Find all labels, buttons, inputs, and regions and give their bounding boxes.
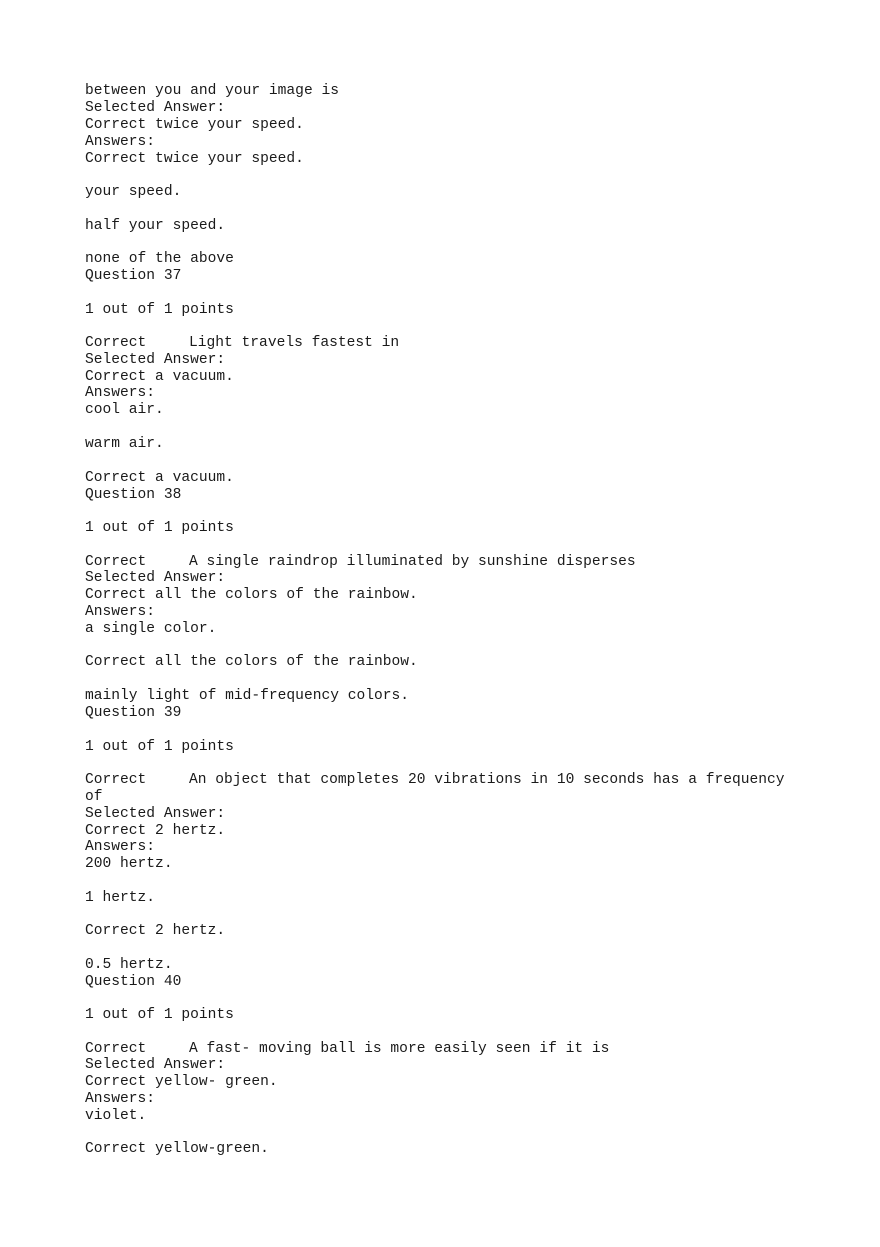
question-prompt: An object that completes 20 vibrations in 10 seconds has a frequency [189, 772, 785, 788]
question-title: Question 40 [85, 974, 182, 990]
answer-option: 1 hertz. [85, 890, 156, 906]
question-prompt-line [85, 772, 785, 789]
answer-option: cool air. [85, 402, 164, 418]
answers-label: Answers: [85, 1091, 156, 1107]
selected-answer: Correct twice your speed. [85, 117, 304, 133]
question-title: Question 37 [85, 268, 182, 284]
question-prompt-continued: of [85, 789, 103, 805]
selected-answer: Correct 2 hertz. [85, 823, 226, 839]
answer-option: Correct 2 hertz. [85, 923, 226, 939]
answer-option: 0.5 hertz. [85, 957, 173, 973]
selected-answer-label: Selected Answer: [85, 1057, 226, 1073]
status-label: Correct [85, 554, 147, 570]
answers-label: Answers: [85, 604, 156, 620]
question-prompt-continued: between you and your image is [85, 83, 339, 99]
status-label: Correct [85, 772, 147, 788]
selected-answer-label: Selected Answer: [85, 352, 226, 368]
answer-option: 200 hertz. [85, 856, 173, 872]
question-prompt-line [85, 1041, 609, 1058]
question-points: 1 out of 1 points [85, 302, 234, 318]
question-points: 1 out of 1 points [85, 520, 234, 536]
answer-option: half your speed. [85, 218, 226, 234]
question-prompt: A single raindrop illuminated by sunshine disperses [189, 554, 636, 570]
selected-answer: Correct all the colors of the rainbow. [85, 587, 418, 603]
answer-option: Correct all the colors of the rainbow. [85, 654, 418, 670]
status-label: Correct [85, 335, 147, 351]
selected-answer-label: Selected Answer: [85, 570, 226, 586]
question-prompt-line [85, 335, 399, 352]
answer-option: warm air. [85, 436, 164, 452]
answer-option: Correct a vacuum. [85, 470, 234, 486]
answers-label: Answers: [85, 134, 156, 150]
question-points: 1 out of 1 points [85, 739, 234, 755]
selected-answer-label: Selected Answer: [85, 100, 226, 116]
answer-option: violet. [85, 1108, 147, 1124]
answers-label: Answers: [85, 385, 156, 401]
question-title: Question 38 [85, 487, 182, 503]
question-points: 1 out of 1 points [85, 1007, 234, 1023]
question-prompt: Light travels fastest in [189, 335, 400, 351]
answer-option: Correct yellow-green. [85, 1141, 269, 1157]
question-prompt-line [85, 554, 636, 571]
question-prompt: A fast- moving ball is more easily seen if it is [189, 1041, 610, 1057]
answer-option: none of the above [85, 251, 234, 267]
selected-answer: Correct a vacuum. [85, 369, 234, 385]
answer-option: Correct twice your speed. [85, 151, 304, 167]
answer-option: a single color. [85, 621, 217, 637]
answers-label: Answers: [85, 839, 156, 855]
status-label: Correct [85, 1041, 147, 1057]
selected-answer: Correct yellow- green. [85, 1074, 278, 1090]
answer-option: mainly light of mid-frequency colors. [85, 688, 410, 704]
answer-option: your speed. [85, 184, 182, 200]
selected-answer-label: Selected Answer: [85, 806, 226, 822]
question-title: Question 39 [85, 705, 182, 721]
